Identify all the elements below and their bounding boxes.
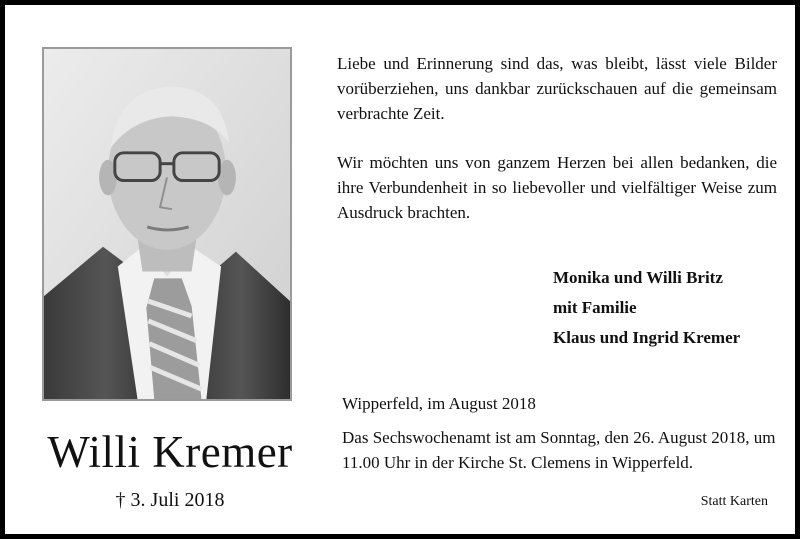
thanks-text-block [337, 150, 777, 225]
signer-line: mit Familie [553, 298, 637, 317]
portrait-photo [42, 47, 292, 401]
deceased-name: Willi Kremer [47, 427, 293, 477]
death-date: † 3. Juli 2018 [115, 489, 225, 511]
memorial-verse [337, 51, 777, 126]
place-date: Wipperfeld, im August 2018 [342, 394, 536, 413]
signer-line: Monika und Willi Britz [553, 268, 723, 287]
service-announcement: Das Sechswochenamt ist am Sonntag, den 26. August 2018, um 11.00 Uhr in der Kirche St. Clemens in Wipperfeld. [342, 428, 776, 472]
thanks-text: Wir möchten uns von ganzem Herzen bei allen bedanken, die ihre Verbundenheit in so liebevoller und vielfältiger Weise zum Ausdruck brachten. [337, 153, 777, 222]
signers-list [553, 263, 783, 353]
portrait-image [44, 49, 290, 399]
verse-text: Liebe und Erinnerung sind das, was bleibt, lässt viele Bilder vorüberziehen, uns dankbar zurückschauen auf die gemeinsam verbrachte Zeit. [337, 54, 777, 123]
statt-karten-note: Statt Karten [700, 494, 768, 509]
signer-line: Klaus und Ingrid Kremer [553, 328, 741, 347]
